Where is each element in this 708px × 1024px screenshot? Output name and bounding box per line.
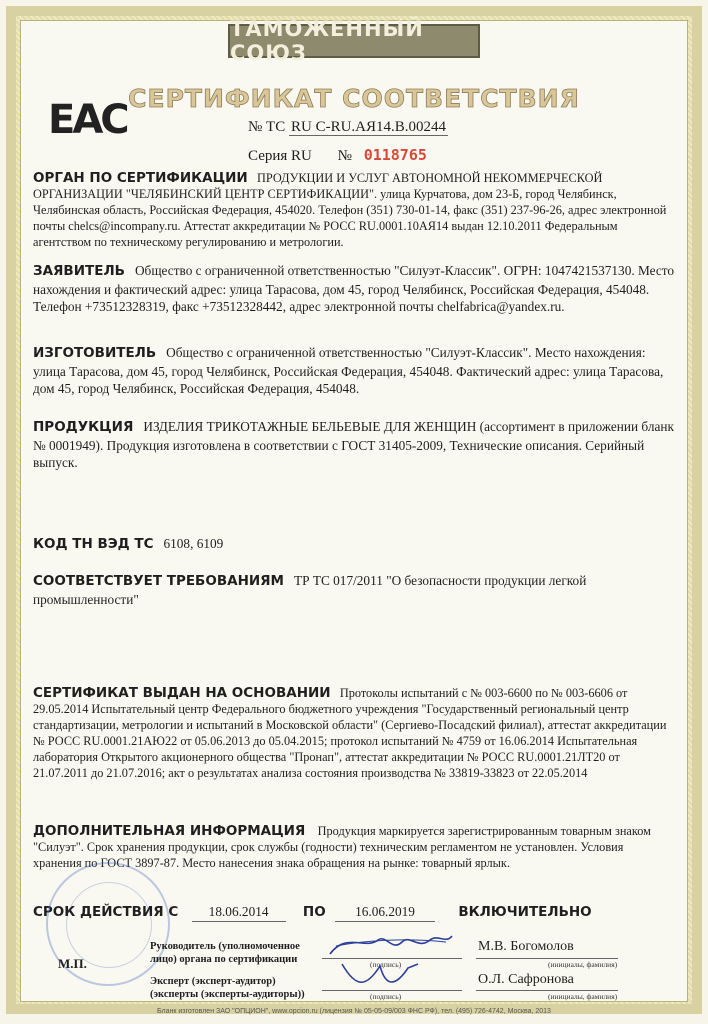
validity-section: СРОК ДЕЙСТВИЯ С 18.06.2014 ПО 16.06.2019 ВКЛЮЧИТЕЛЬНО — [33, 904, 592, 920]
expert-signature-caption: (подпись) — [370, 992, 402, 1001]
head-label: Руководитель (уполномоченное лицо) органа по сертификации — [150, 941, 300, 965]
expert-name-line — [476, 990, 618, 991]
expert-name-caption: (инициалы, фамилия) — [548, 992, 618, 1001]
requirements-section: СООТВЕТСТВУЕТ ТРЕБОВАНИЯМ ТР ТС 017/2011 "О безопасности продукции легкой промышленности" — [33, 573, 587, 607]
hs-code-section: КОД ТН ВЭД ТС 6108, 6109 — [33, 536, 224, 552]
product-section: ПРОДУКЦИЯ ИЗДЕЛИЯ ТРИКОТАЖНЫЕ БЕЛЬЕВЫЕ ДЛЯ ЖЕНЩИН (ассортимент в приложении бланк № 0001949). Продукция изготовлена в соответствии с ГОСТ 31405-2009, Технические описания. Серийный выпуск. — [33, 419, 674, 470]
additional-info-section: ДОПОЛНИТЕЛЬНАЯ ИНФОРМАЦИЯ Продукция маркируется зарегистрированным товарным знаком "Силуэт". Срок хранения продукции, срок службы (годности) техническим регламентом не установлен. Условия хранения по ГОСТ 3897-87. Место нанесения знака обращения на рынке: товарный ярлык. — [33, 823, 651, 870]
head-signature-caption: (подпись) — [370, 960, 402, 969]
manufacturer-section: ИЗГОТОВИТЕЛЬ Общество с ограниченной ответственностью "Силуэт-Классик". Место нахождения: улица Тарасова, дом 45, город Челябинск, Российская Федерация, 454048. Фактический адрес: улица Тарасова, дом 45, город Челябинск, Российская Федерация, 454048. — [33, 345, 664, 396]
certificate-title: СЕРТИФИКАТ СООТВЕТСТВИЯ — [128, 84, 580, 113]
head-signature — [326, 926, 456, 962]
seal-place-label: М.П. — [58, 956, 87, 971]
serial-number: 0118765 — [363, 146, 427, 164]
customs-union-banner: ТАМОЖЕННЫЙ СОЮЗ — [228, 24, 480, 58]
registration-number: № ТС RU C-RU.АЯ14.В.00244 — [248, 119, 447, 135]
valid-from-date: 18.06.2014 — [192, 903, 286, 922]
blank-manufacturer-footer: Бланк изготовлен ЗАО "ОПЦИОН", www.opcion.ru (лицензия № 05-05-09/003 ФНС РФ), тел. (495) 726-4742, Москва, 2013 — [157, 1008, 551, 1015]
head-name-caption: (инициалы, фамилия) — [548, 960, 618, 969]
valid-to-date: 16.06.2019 — [335, 903, 435, 922]
expert-signature — [336, 958, 426, 992]
eac-mark: EAC — [48, 97, 127, 143]
head-name-line — [476, 958, 618, 959]
applicant-section: ЗАЯВИТЕЛЬ Общество с ограниченной ответственностью "Силуэт-Классик". ОГРН: 1047421537130. Место нахождения и фактический адрес: улица Тарасова, дом 45, город Челябинск, Российская Федерация, 454048. Телефон +73512328319, факс +73512328442, адрес электронной почты chelfabrica@yandex.ru. — [33, 263, 675, 314]
basis-section: СЕРТИФИКАТ ВЫДАН НА ОСНОВАНИИ Протоколы испытаний с № 003-6600 по № 003-6606 от 29.05.2014 Испытательный центр Федерального бюджетного учреждения "Государственный региональный центр стандартизации, метрологии и испытаний в Московской области" (Сергиево-Посадский филиал), аттестат аккредитации № РОСС RU.0001.21АЮ22 от 05.06.2013 до 05.04.2015; протокол испытаний № 4759 от 16.06.2014 Испытательная лаборатория Открытого акционерного общества "Пронап", аттестат аккредитации № РОСС RU.0001.21ЛТ20 от 21.07.2011 до 21.07.2016; акт о результатах анализа состояния производства № 33819-33823 от 22.05.2014 — [33, 685, 667, 780]
expert-label: Эксперт (эксперт-аудитор) (эксперты (эксперты-аудиторы)) — [150, 976, 305, 1000]
expert-name: О.Л. Сафронова — [478, 972, 574, 987]
certification-body-section: ОРГАН ПО СЕРТИФИКАЦИИ ПРОДУКЦИИ И УСЛУГ АВТОНОМНОЙ НЕКОММЕРЧЕСКОЙ ОРГАНИЗАЦИИ "ЧЕЛЯБИНСКИЙ ЦЕНТР СЕРТИФИКАЦИИ". улица Курчатова, дом 23-Б, город Челябинск, Челябинская область, Российская Федерация, 454020. Телефон (351) 730-01-14, факс (351) 237-96-26, адрес электронной почты chelcs@incompany.ru. Аттестат аккредитации № РОСС RU.0001.10АЯ14 выдан 12.10.2011 Федеральным агентством по техническому регулированию и метрологии. — [33, 170, 667, 249]
expert-signature-line — [322, 990, 462, 991]
series-number: Серия RU № 0118765 — [248, 146, 427, 164]
head-name: М.В. Богомолов — [478, 939, 574, 954]
